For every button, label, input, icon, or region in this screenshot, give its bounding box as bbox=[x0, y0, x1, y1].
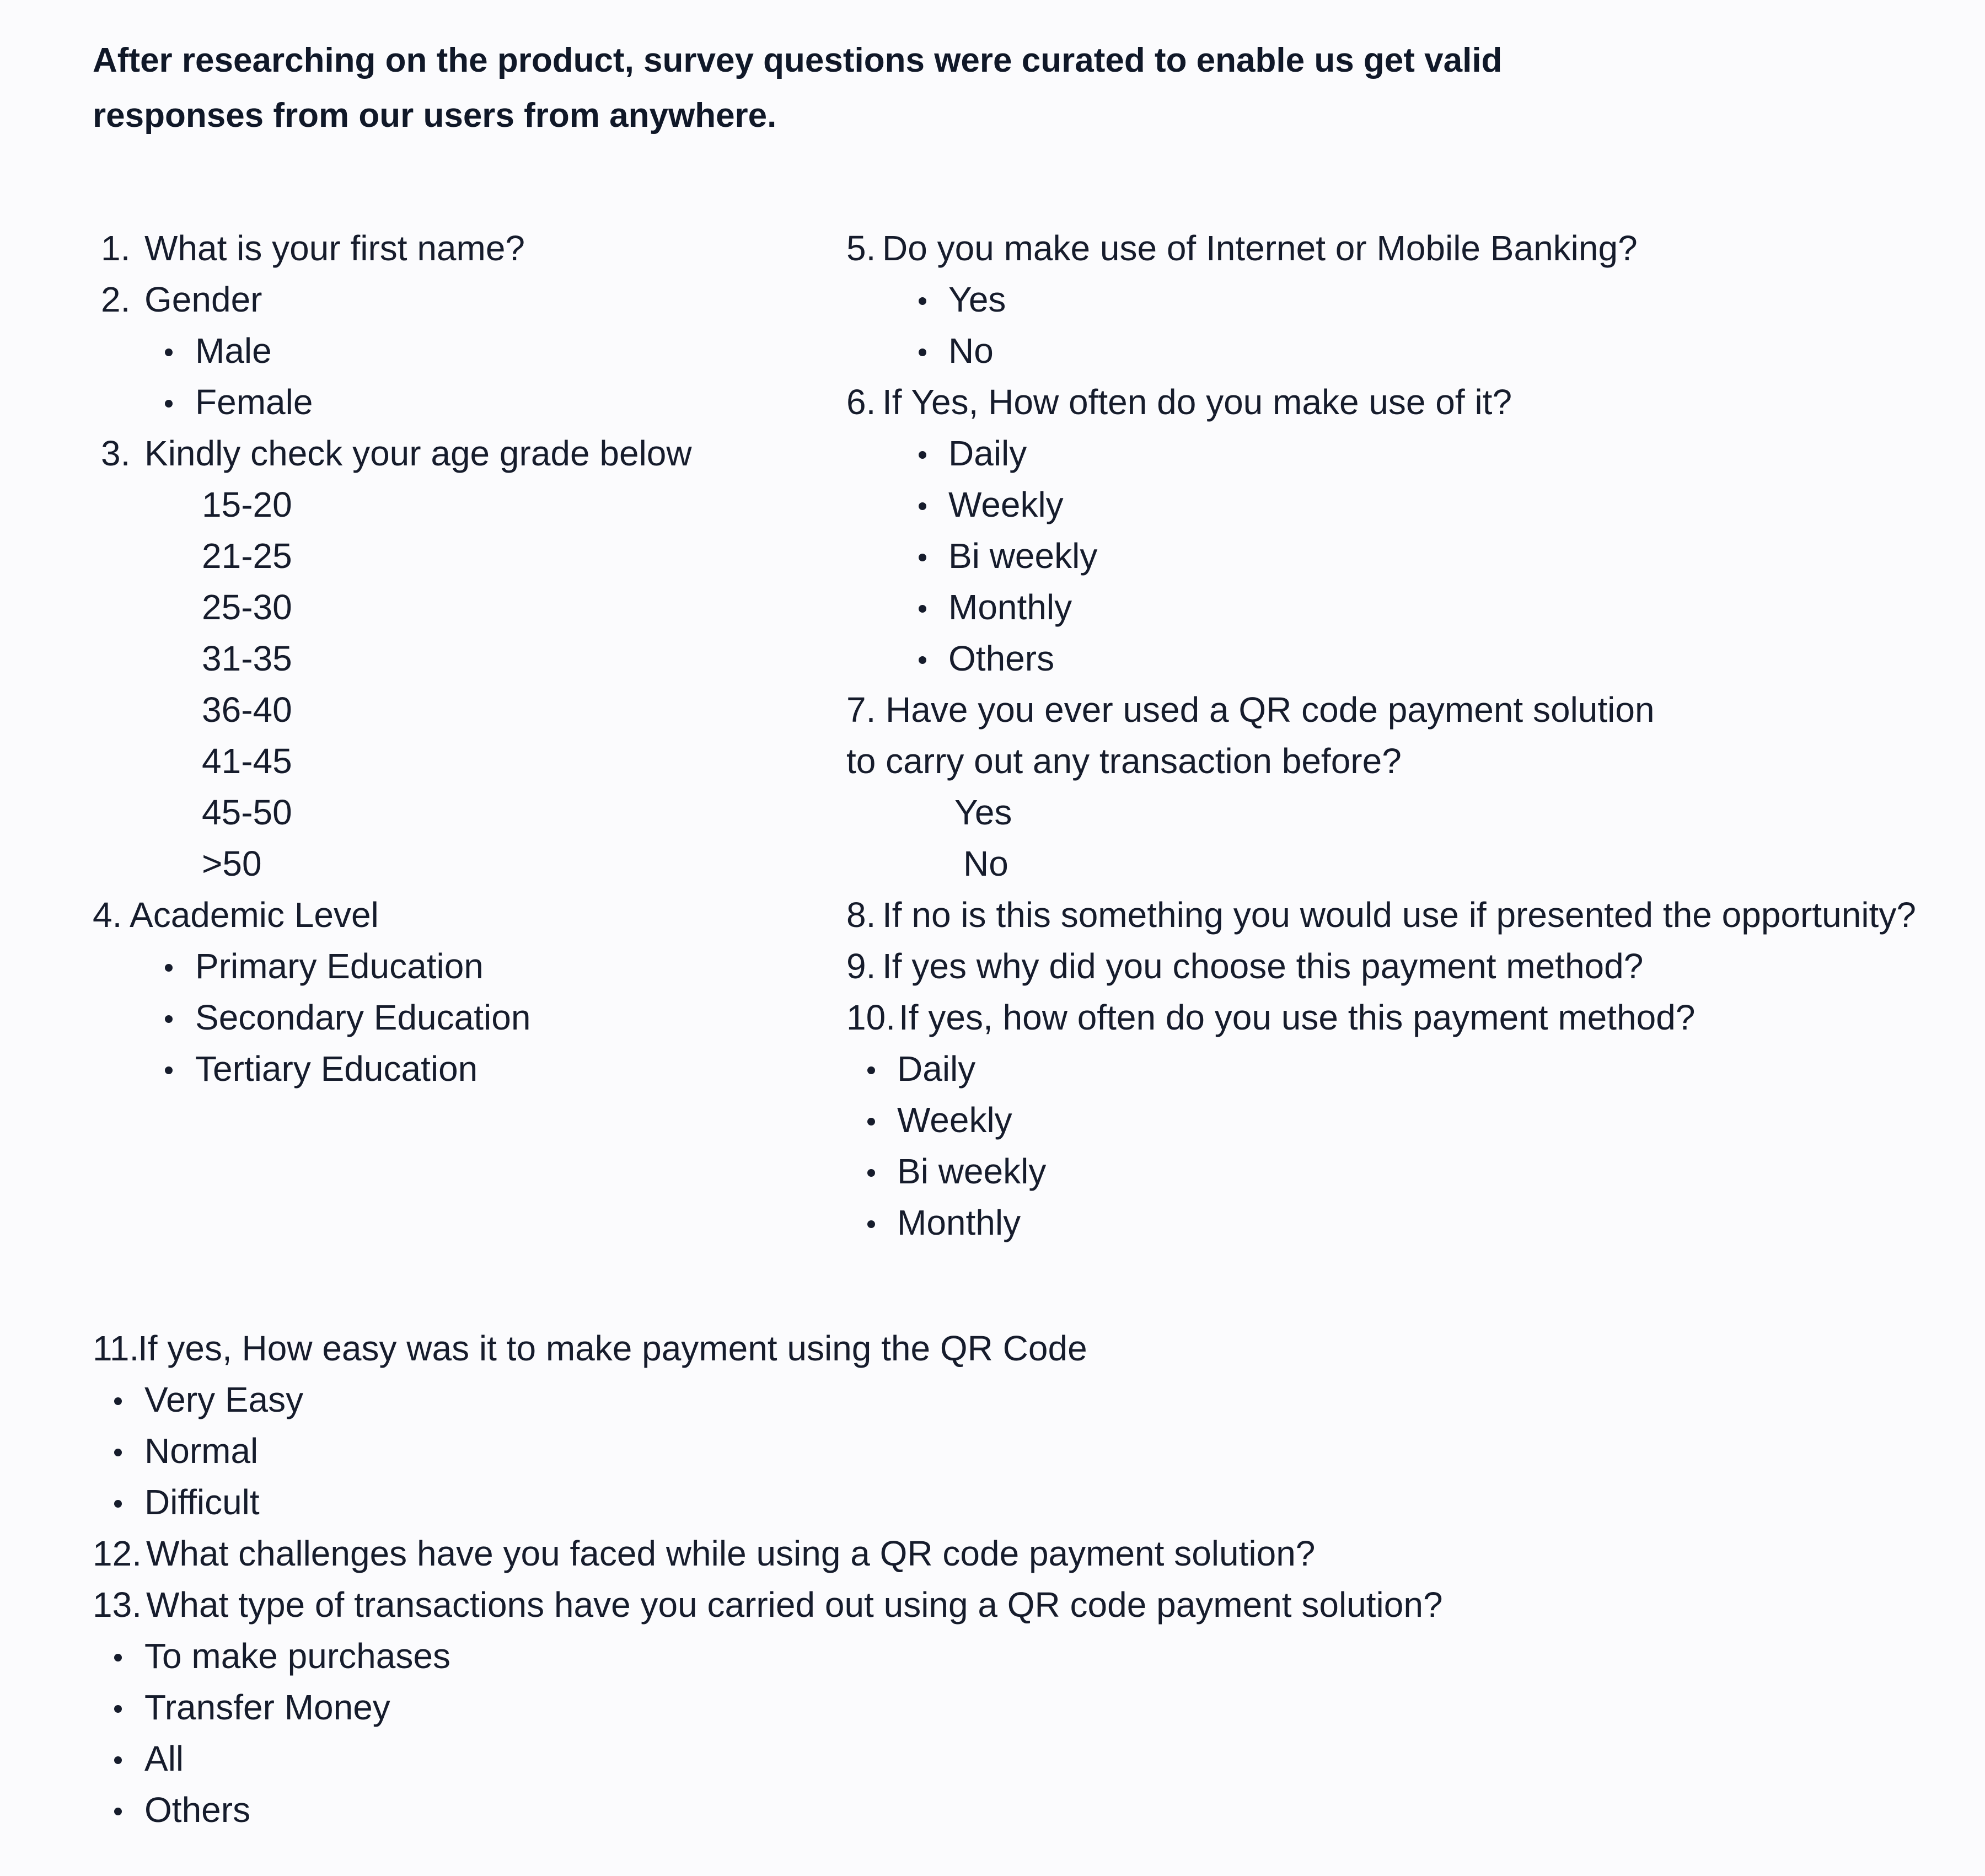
question-text-continued: to carry out any transaction before? bbox=[846, 741, 1402, 781]
option-text: Others bbox=[144, 1790, 251, 1830]
option-text: Yes bbox=[954, 792, 1012, 832]
option-item bbox=[0, 1477, 1985, 1528]
question-13 bbox=[0, 1579, 1985, 1631]
option-item bbox=[0, 1631, 1985, 1682]
question-5 bbox=[0, 223, 1985, 274]
option-item bbox=[0, 1197, 1985, 1248]
option-text: 15-20 bbox=[202, 485, 292, 524]
question-7 bbox=[0, 684, 1985, 736]
option-text: Very Easy bbox=[144, 1380, 304, 1419]
option-item bbox=[0, 479, 1985, 530]
bullet-icon bbox=[919, 451, 926, 459]
option-text: 45-50 bbox=[202, 792, 292, 832]
option-text: 31-35 bbox=[202, 639, 292, 678]
option-text: Yes bbox=[948, 280, 1006, 319]
question-number: 2. bbox=[101, 280, 131, 319]
question-text: If no is this something you would use if presented the opportunity? bbox=[882, 895, 1916, 935]
question-text: If yes, how often do you use this payment method? bbox=[899, 998, 1696, 1037]
option-text: Female bbox=[195, 382, 313, 422]
option-item bbox=[0, 633, 1985, 684]
option-text: Secondary Education bbox=[195, 998, 531, 1037]
option-text: Primary Education bbox=[195, 946, 484, 986]
bullet-icon bbox=[867, 1118, 875, 1125]
question-text: Kindly check your age grade below bbox=[144, 433, 692, 473]
option-item bbox=[0, 1374, 1985, 1425]
option-item bbox=[0, 1425, 1985, 1477]
option-text: All bbox=[144, 1739, 184, 1778]
option-text: To make purchases bbox=[144, 1636, 450, 1676]
option-text: No bbox=[948, 331, 994, 371]
question-text: Have you ever used a QR code payment solution bbox=[886, 690, 1655, 730]
question-8 bbox=[0, 889, 1985, 941]
bullet-icon bbox=[114, 1808, 122, 1815]
bullet-icon bbox=[919, 605, 926, 613]
question-number: 9. bbox=[846, 946, 876, 986]
intro-line-2: responses from our users from anywhere. bbox=[93, 97, 777, 135]
question-number: 4. bbox=[93, 895, 122, 935]
question-number: 7. bbox=[846, 690, 876, 730]
option-text: Monthly bbox=[948, 587, 1072, 627]
option-text: Weekly bbox=[948, 485, 1064, 524]
question-7-continued bbox=[0, 736, 1985, 787]
question-text: Academic Level bbox=[130, 895, 379, 935]
option-text: 41-45 bbox=[202, 741, 292, 781]
question-number: 6. bbox=[846, 382, 876, 422]
option-item bbox=[0, 274, 1985, 325]
question-text: If Yes, How often do you make use of it? bbox=[882, 382, 1512, 422]
bullet-icon bbox=[919, 656, 926, 664]
question-text: Gender bbox=[144, 280, 262, 319]
option-item bbox=[0, 1095, 1985, 1146]
bullet-icon bbox=[919, 554, 926, 561]
option-text: Male bbox=[195, 331, 272, 371]
question-12 bbox=[0, 1528, 1985, 1579]
question-10 bbox=[0, 992, 1985, 1043]
option-text: Tertiary Education bbox=[195, 1049, 478, 1089]
question-number: 13. bbox=[93, 1585, 142, 1625]
option-item bbox=[0, 1682, 1985, 1733]
question-number: 11. bbox=[93, 1328, 140, 1368]
option-text: 25-30 bbox=[202, 587, 292, 627]
question-number: 8. bbox=[846, 895, 876, 935]
option-text: >50 bbox=[202, 844, 262, 883]
option-text: No bbox=[963, 844, 1008, 883]
option-item bbox=[0, 428, 1985, 479]
option-item bbox=[0, 582, 1985, 633]
bullet-icon bbox=[867, 1169, 875, 1177]
question-9 bbox=[0, 941, 1985, 992]
question-number: 10. bbox=[846, 998, 895, 1037]
option-text: Daily bbox=[897, 1049, 976, 1089]
option-item bbox=[0, 787, 1985, 838]
question-6 bbox=[0, 377, 1985, 428]
option-text: 21-25 bbox=[202, 536, 292, 576]
option-item bbox=[0, 325, 1985, 377]
option-text: Monthly bbox=[897, 1203, 1021, 1242]
question-text: If yes why did you choose this payment method? bbox=[882, 946, 1644, 986]
option-item bbox=[0, 1784, 1985, 1836]
option-text: Others bbox=[948, 639, 1055, 678]
bullet-icon bbox=[867, 1220, 875, 1228]
option-text: Weekly bbox=[897, 1100, 1012, 1140]
bullet-icon bbox=[919, 502, 926, 510]
question-number: 12. bbox=[93, 1534, 142, 1573]
right-column bbox=[0, 223, 1985, 1248]
question-number: 5. bbox=[846, 228, 876, 268]
bottom-section bbox=[0, 1323, 1985, 1836]
bullet-icon bbox=[114, 1397, 122, 1405]
option-item bbox=[0, 1146, 1985, 1197]
question-text: Do you make use of Internet or Mobile Banking? bbox=[882, 228, 1638, 268]
question-number: 1. bbox=[101, 228, 131, 268]
intro-line-1: After researching on the product, survey questions were curated to enable us get valid bbox=[93, 41, 1503, 79]
option-item bbox=[0, 530, 1985, 582]
question-text: What is your first name? bbox=[144, 228, 525, 268]
bullet-icon bbox=[114, 1449, 122, 1456]
bullet-icon bbox=[919, 297, 926, 305]
intro-paragraph bbox=[93, 33, 1692, 143]
bullet-icon bbox=[919, 349, 926, 356]
option-text: Normal bbox=[144, 1431, 259, 1471]
bullet-icon bbox=[114, 1654, 122, 1661]
option-item bbox=[0, 838, 1985, 889]
option-item bbox=[0, 1733, 1985, 1784]
option-text: Daily bbox=[948, 433, 1027, 473]
bullet-icon bbox=[867, 1066, 875, 1074]
question-text: If yes, How easy was it to make payment using the QR Code bbox=[138, 1328, 1087, 1368]
question-text: What type of transactions have you carried out using a QR code payment solution? bbox=[146, 1585, 1443, 1625]
bullet-icon bbox=[114, 1705, 122, 1713]
option-text: Transfer Money bbox=[144, 1687, 390, 1727]
bullet-icon bbox=[114, 1500, 122, 1508]
option-text: Bi weekly bbox=[948, 536, 1098, 576]
bullet-icon bbox=[114, 1756, 122, 1764]
option-text: Difficult bbox=[144, 1482, 260, 1522]
option-item bbox=[0, 1043, 1985, 1095]
question-11 bbox=[0, 1323, 1985, 1374]
option-text: 36-40 bbox=[202, 690, 292, 730]
question-text: What challenges have you faced while using a QR code payment solution? bbox=[146, 1534, 1316, 1573]
option-text: Bi weekly bbox=[897, 1151, 1047, 1191]
question-number: 3. bbox=[101, 433, 131, 473]
